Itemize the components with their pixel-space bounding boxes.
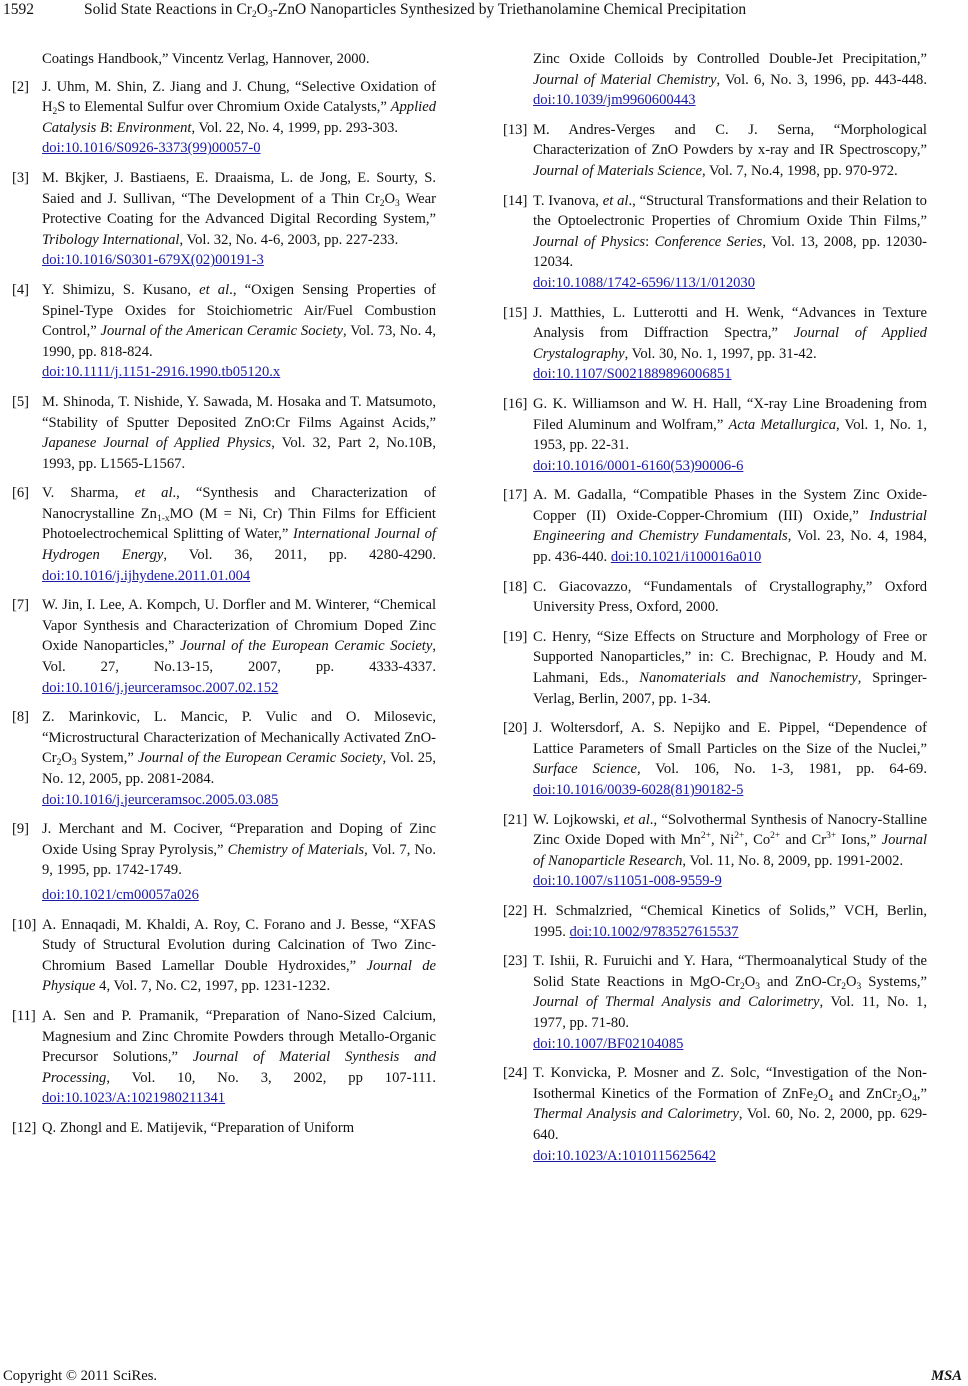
- reference-7: [7] W. Jin, I. Lee, A. Kompch, U. Dorfler and M. Winterer, “Chemical Vapor Synthesis and Characterization of Chromium Doped Zinc Oxide Nanoparticles,” Journal of the European Ceramic Society, Vol. 27, No.13-15, 2007, pp. 4333-4337. doi:10.1016/j.jeurceramsoc.2007.02.152: [12, 597, 436, 696]
- running-title: Solid State Reactions in $Cr_2O_3$-ZnO Nanoparticles Synthesized by Triethanolamine Chemical Precipitation: [84, 1, 747, 20]
- doi-link[interactable]: doi:10.1016/S0301-679X(02)00191-3: [42, 252, 264, 269]
- copyright-notice: Copyright © 2011 SciRes.: [3, 1368, 158, 1384]
- doi-link[interactable]: doi:10.1023/A:1010115625642: [533, 1147, 717, 1164]
- doi-link[interactable]: doi:10.1016/0001-6160(53)90006-6: [533, 457, 744, 474]
- reference-5: [5] M. Shinoda, T. Nishide, Y. Sawada, M. Hosaka and T. Matsumoto, “Stability of Sputter Deposited ZnO:Cr Films Against Acids,” Japanese Journal of Applied Physics, Vol. 32, Part 2, No.10B, 1993, pp. L1565-L1567.: [12, 393, 436, 472]
- reference-2: [2] J. Uhm, M. Shin, Z. Jiang and J. Chung, “Selective Oxidation of $H_2S$ to Elemental Sulfur over Chromium Oxide Catalysts,” Applied Catalysis B: Environment, Vol. 22, No. 4, 1999, pp. 293-303. doi:10.1016/S0926-3373(99)00057-0: [12, 77, 436, 159]
- reference-18: [18] C. Giacovazzo, “Fundamentals of Crystallography,” Oxford University Press, Oxford, 2000.: [503, 578, 927, 616]
- references-right-column: [503, 49, 927, 1175]
- reference-11: [11] A. Sen and P. Pramanik, “Preparation of Nano-Sized Calcium, Magnesium and Zinc Chromite Powders through Metallo-Organic Precursor Solutions,” Journal of Material Synthesis and Processing, Vol. 10, No. 3, 2002, pp 107-111. doi:10.1023/A:1021980211341: [12, 1007, 436, 1107]
- reference-23: [23] T. Ishii, R. Furuichi and Y. Hara, “Thermoanalytical Study of the Solid State Reactions in MgO-$Cr_2O_3$ and ZnO-$Cr_2O_3$ Systems,” Journal of Thermal Analysis and Calorimetry, Vol. 11, No. 1, 1977, pp. 71-80. doi:10.1007/BF02104085: [503, 951, 927, 1054]
- reference-3: [3] M. Bkjker, J. Bastiaens, E. Draaisma, L. de Jong, E. Sourty, S. Saied and J. Sullivan, “The Development of a Thin $Cr_2O_3$ Wear Protective Coating for the Advanced Digital Recording System,” Tribology International, Vol. 32, No. 4-6, 2003, pp. 227-233. doi:10.1016/S0301-679X(02)00191-3: [12, 168, 436, 271]
- reference-8: [8] Z. Marinkovic, L. Mancic, P. Vulic and O. Milosevic, “Microstructural Characterization of Mechanically Activated ZnO-$Cr_2O_3$ System,” Journal of the European Ceramic Society, Vol. 25, No. 12, 2005, pp. 2081-2084. doi:10.1016/j.jeurceramsoc.2005.03.085: [12, 707, 436, 810]
- page-number: 1592: [3, 1, 34, 18]
- doi-link[interactable]: doi:10.1002/9783527615537: [569, 923, 739, 940]
- reference-19: [19] C. Henry, “Size Effects on Structure and Morphology of Free or Supported Nanoparticles,” in: C. Brechignac, P. Houdy and M. Lahmani, Eds., Nanomaterials and Nanochemistry, Springer-Verlag, Berlin, 2007, pp. 1-34.: [503, 628, 927, 707]
- page-footer: [0, 1366, 968, 1386]
- reference-17: [17] A. M. Gadalla, “Compatible Phases in the System Zinc Oxide-Copper (II) Oxide-Copper-Chromium (III) Oxide,” Industrial Engineering and Chemistry Fundamentals, Vol. 23, No. 4, 1984, pp. 436-440. doi:10.1021/i100016a010: [503, 487, 927, 566]
- doi-link[interactable]: doi:10.1016/j.ijhydene.2011.01.004: [42, 567, 251, 584]
- reference-16: [16] G. K. Williamson and W. H. Hall, “X-ray Line Broadening from Filed Aluminum and Wolfram,” Acta Metallurgica, Vol. 1, No. 1, 1953, pp. 22-31. doi:10.1016/0001-6160(53)90006-6: [503, 394, 927, 476]
- doi-link[interactable]: doi:10.1021/cm00057a026: [42, 886, 199, 903]
- reference-10: [10] A. Ennaqadi, M. Khaldi, A. Roy, C. Forano and J. Besse, “XFAS Study of Structural Evolution during Calcination of Two Zinc-Chromium Based Lamellar Double Hydroxides,” Journal de Physique 4, Vol. 7, No. C2, 1997, pp. 1231-1232.: [12, 916, 437, 995]
- doi-link[interactable]: doi:10.1023/A:1021980211341: [42, 1090, 226, 1107]
- reference-24: [24] T. Konvicka, P. Mosner and Z. Solc, “Investigation of the Non-Isothermal Kinetics of the Formation of $ZnFe_2O_4$ and $ZnCr_2O_4$,” Thermal Analysis and Calorimetry, Vol. 60, No. 2, 2000, pp. 629-640. doi:10.1023/A:1010115625642: [503, 1063, 927, 1166]
- reference-4: [4] Y. Shimizu, S. Kusano, et al., “Oxigen Sensing Properties of Spinel-Type Oxides for Stoichiometric Air/Fuel Combustion Control,” Journal of the American Ceramic Society, Vol. 73, No. 4, 1990, pp. 818-824. doi:10.1111/j.1151-2916.1990.tb05120.x: [12, 280, 436, 383]
- references-left-column: [12, 49, 436, 1148]
- doi-link[interactable]: doi:10.1016/0039-6028(81)90182-5: [533, 782, 744, 798]
- reference-21: [21] W. Lojkowski, et al., “Solvothermal Synthesis of Nanocry-Stalline Zinc Oxide Doped with $Mn^{2+}$, $Ni^{2+}$, $Co^{2+}$ and $Cr^{3+}$ Ions,” Journal of Nanoparticle Research, Vol. 11, No. 8, 2009, pp. 1991-2002. doi:10.1007/s11051-008-9559-9: [503, 810, 927, 892]
- reference-14: [14] T. Ivanova, et al., “Structural Transformations and their Relation to the Optoelectronic Properties of Chromium Oxide Thin Films,” Journal of Physics: Conference Series, Vol. 13, 2008, pp. 12030-12034. doi:10.1088/1742-6596/113/1/012030: [503, 191, 927, 294]
- doi-link[interactable]: doi:10.1111/j.1151-2916.1990.tb05120.x: [42, 364, 281, 381]
- doi-link[interactable]: doi:10.1021/i100016a010: [610, 549, 762, 566]
- journal-abbreviation: MSA: [931, 1368, 962, 1384]
- doi-link[interactable]: doi:10.1016/S0926-3373(99)00057-0: [42, 140, 261, 157]
- reference-6: [6] V. Sharma, et al., “Synthesis and Characterization of Nanocrystalline $Zn_{1-x}MO$ (M = Ni, Cr) Thin Films for Efficient Photoelectrochemical Splitting of Water,” International Journal of Hydrogen Energy, Vol. 36, 2011, pp. 4280-4290. doi:10.1016/j.ijhydene.2011.01.004: [12, 485, 436, 584]
- doi-link[interactable]: doi:10.1007/BF02104085: [533, 1035, 684, 1052]
- page-header: [0, 0, 968, 22]
- reference-continuation: Coatings Handbook,” Vincentz Verlag, Hannover, 2000.: [42, 51, 370, 67]
- doi-link[interactable]: doi:10.1007/s11051-008-9559-9: [533, 873, 722, 890]
- reference-15: [15] J. Matthies, L. Lutterotti and H. Wenk, “Advances in Texture Analysis from Diffraction Spectra,” Journal of Applied Crystalography, Vol. 30, No. 1, 1997, pp. 31-42. doi:10.1107/S0021889896006851: [503, 303, 927, 385]
- doi-link[interactable]: doi:10.1016/j.jeurceramsoc.2005.03.085: [42, 791, 279, 808]
- reference-13: [13] M. Andres-Verges and C. J. Serna, “Morphological Characterization of ZnO Powders by x-ray and IR Spectroscopy,” Journal of Materials Science, Vol. 7, No.4, 1998, pp. 970-972.: [503, 121, 927, 179]
- reference-12: [12] Q. Zhongl and E. Matijevik, “Preparation of Uniform: [12, 1119, 355, 1136]
- reference-22: [22] H. Schmalzried, “Chemical Kinetics of Solids,” VCH, Berlin, 1995. doi:10.1002/9783527615537: [503, 902, 927, 940]
- reference-20: [20] J. Woltersdorf, A. S. Nepijko and E. Pippel, “Dependence of Lattice Parameters of Small Particles on the Size of the Nuclei,” Surface Science, Vol. 106, No. 1-3, 1981, pp. 64-69. doi:10.1016/0039-6028(81)90182-5: [503, 720, 927, 798]
- doi-link[interactable]: doi:10.1016/j.jeurceramsoc.2007.02.152: [42, 679, 279, 696]
- doi-link[interactable]: doi:10.1039/jm9960600443: [533, 92, 696, 109]
- doi-link[interactable]: doi:10.1107/S0021889896006851: [533, 366, 732, 383]
- reference-12-continued: Zinc Oxide Colloids by Controlled Double-Jet Precipitation,” Journal of Material Chemistry, Vol. 6, No. 3, 1996, pp. 443-448. doi:10.1039/jm9960600443: [533, 51, 927, 109]
- doi-link[interactable]: doi:10.1088/1742-6596/113/1/012030: [533, 274, 756, 291]
- reference-9: [9] J. Merchant and M. Cociver, “Preparation and Doping of Zinc Oxide Using Spray Pyrolysis,” Chemistry of Materials, Vol. 7, No. 9, 1995, pp. 1742-1749. doi:10.1021/cm00057a026: [12, 819, 436, 905]
